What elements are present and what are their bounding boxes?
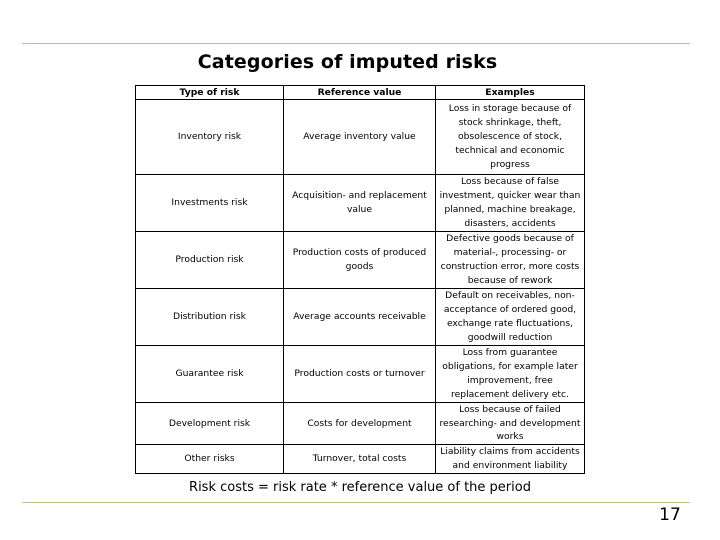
table-row [136, 402, 585, 445]
risk-type-cell: Inventory risk [136, 100, 284, 175]
table-row [136, 100, 585, 175]
slide-title: Categories of imputed risks [197, 51, 498, 73]
table-row [136, 445, 585, 474]
risk-cost-formula: Risk costs = risk rate * reference value of the period [189, 480, 531, 495]
examples-cell: Loss in storage because of stock shrinkage, theft, obsolescence of stock, technical and economic progress [436, 100, 585, 175]
header-examples: Examples [436, 86, 585, 100]
reference-value-cell: Production costs of produced goods [284, 232, 436, 289]
examples-cell: Liability claims from accidents and environment liability [436, 445, 585, 474]
examples-cell: Loss from guarantee obligations, for example later improvement, free replacement delivery etc. [436, 346, 585, 403]
reference-value-cell: Acquisition- and replacement value [284, 175, 436, 232]
examples-cell: Loss because of false investment, quicker wear than planned, machine breakage, disasters, accidents [436, 175, 585, 232]
table-row [136, 232, 585, 289]
examples-cell: Loss because of failed researching- and development works [436, 402, 585, 445]
reference-value-cell: Average accounts receivable [284, 289, 436, 346]
risk-type-cell: Guarantee risk [136, 346, 284, 403]
risk-type-cell: Other risks [136, 445, 284, 474]
header-reference-value: Reference value [284, 86, 436, 100]
reference-value-cell: Production costs or turnover [284, 346, 436, 403]
risk-type-cell: Development risk [136, 402, 284, 445]
header-type-of-risk: Type of risk [136, 86, 284, 100]
risk-type-cell: Distribution risk [136, 289, 284, 346]
table-row [136, 346, 585, 403]
risk-type-cell: Investments risk [136, 175, 284, 232]
risk-categories-table [135, 85, 585, 474]
table-row [136, 175, 585, 232]
examples-cell: Default on receivables, non-acceptance of ordered good, exchange rate fluctuations, goodwill reduction [436, 289, 585, 346]
examples-cell: Defective goods because of material-, processing- or construction error, more costs because of rework [436, 232, 585, 289]
table-header-row [136, 86, 585, 100]
top-divider [22, 43, 690, 44]
table-row [136, 289, 585, 346]
reference-value-cell: Turnover, total costs [284, 445, 436, 474]
risk-type-cell: Production risk [136, 232, 284, 289]
page-number: 17 [659, 505, 681, 525]
reference-value-cell: Average inventory value [284, 100, 436, 175]
reference-value-cell: Costs for development [284, 402, 436, 445]
bottom-divider [22, 502, 690, 503]
